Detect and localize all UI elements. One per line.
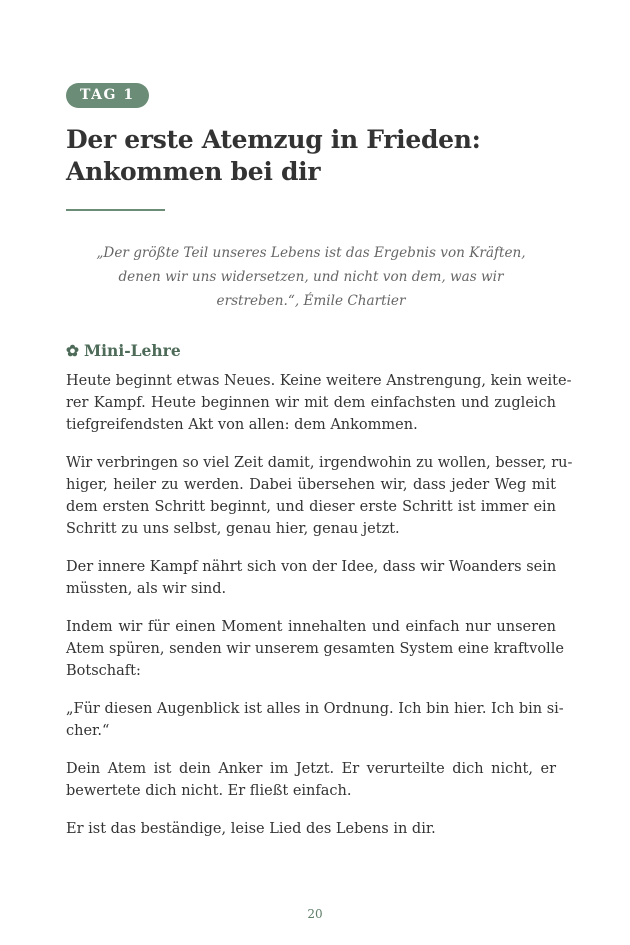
text-line: müssten, als wir sind. [66,581,227,597]
quote-line: denen wir uns widersetzen, und nicht von dem, was wir [118,269,504,285]
text-line: higer, heiler zu werden. Dabei übersehen wir, dass jeder Weg mit [66,477,556,493]
quote-line: „Der größte Teil unseres Lebens ist das Ergebnis von Kräften, [96,245,526,261]
flower-icon: ✿ [66,341,79,360]
quote-line: erstreben.“, Émile Chartier [216,293,406,309]
text-line: bewertete dich nicht. Er fließt einfach. [66,783,352,799]
title-divider [66,209,165,211]
paragraph [66,698,564,742]
page-number: 20 [307,907,323,921]
section-heading [66,340,556,362]
text-line: rer Kampf. Heute beginnen wir mit dem einfachsten und zugleich [66,395,556,411]
text-line: Schritt zu uns selbst, genau hier, genau jetzt. [66,521,400,537]
epigraph-quote [91,241,531,313]
text-line: Atem spüren, senden wir unserem gesamten System eine kraftvolle [66,641,564,657]
text-line: Der innere Kampf nährt sich von der Idee, dass wir Woanders sein [66,559,557,575]
text-line: Wir verbringen so viel Zeit damit, irgendwohin zu wollen, besser, ru- [66,455,573,471]
text-line: Heute beginnt etwas Neues. Keine weitere Anstrengung, kein weite- [66,373,572,389]
paragraph [66,758,556,802]
paragraph [66,370,572,436]
body-text [66,370,573,840]
text-line: tiefgreifendsten Akt von allen: dem Ankommen. [66,417,418,433]
text-line: dem ersten Schritt beginnt, und dieser erste Schritt ist immer ein [66,499,556,515]
chapter-title-line: Der erste Atemzug in Frieden: [66,125,481,154]
page-content [66,83,573,856]
text-line: „Für diesen Augenblick ist alles in Ordnung. Ich bin hier. Ich bin si- [66,701,564,717]
section-heading-label: Mini-Lehre [84,341,181,360]
paragraph [66,452,573,540]
paragraph [66,818,556,840]
text-line: Dein Atem ist dein Anker im Jetzt. Er verurteilte dich nicht, er [66,761,556,777]
day-badge: TAG 1 [66,83,149,108]
chapter-title-line: Ankommen bei dir [66,157,321,186]
text-line: Er ist das beständige, leise Lied des Lebens in dir. [66,821,436,837]
text-line: cher.“ [66,723,110,739]
text-line: Botschaft: [66,663,141,679]
paragraph [66,556,556,600]
paragraph [66,616,564,682]
chapter-title [66,124,556,188]
text-line: Indem wir für einen Moment innehalten und einfach nur unseren [66,619,556,635]
